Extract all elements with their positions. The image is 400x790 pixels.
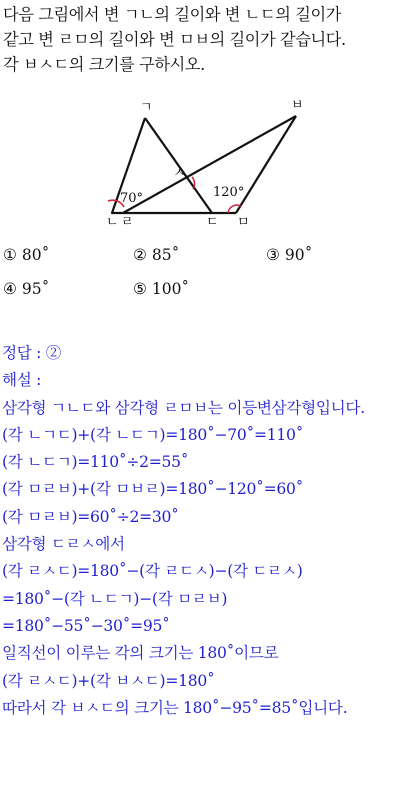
choice-3[interactable] — [266, 246, 312, 264]
choice-5[interactable] — [133, 280, 189, 298]
vertex-label-bieup: ㅂ — [291, 98, 304, 113]
vertex-label-rieul: ㄹ — [121, 215, 134, 230]
solution-line: 삼각형 ㄱㄴㄷ와 삼각형 ㄹㅁㅂ는 이등변삼각형입니다. — [2, 398, 365, 417]
solution-line: 일직선이 이루는 각의 크기는 180˚이므로 — [2, 644, 279, 663]
angle-label-120: 120° — [213, 185, 245, 200]
vertex-label-digeut: ㄷ — [206, 215, 219, 230]
solution-section — [2, 340, 400, 722]
choice-number: ③ — [266, 246, 280, 264]
vertex-label-nieun: ㄴ — [106, 215, 119, 230]
question-line: 같고 변 ㄹㅁ의 길이와 변 ㅁㅂ의 길이가 같습니다. — [3, 30, 346, 49]
choice-2[interactable] — [133, 246, 179, 264]
solution-line: (각 ㅁㄹㅂ)=60˚÷2=30˚ — [2, 507, 179, 526]
angle-label-70: 70° — [120, 191, 144, 206]
choice-value: 95˚ — [21, 280, 50, 298]
solution-line: =180˚−55˚−30˚=95˚ — [2, 616, 170, 635]
vertex-label-giyeok: ㄱ — [140, 100, 153, 115]
question-line: 각 ㅂㅅㄷ의 크기를 구하시오. — [3, 55, 205, 74]
solution-line: 삼각형 ㄷㄹㅅ에서 — [2, 535, 125, 554]
choice-value: 85˚ — [151, 246, 180, 264]
choice-4[interactable] — [3, 280, 49, 298]
vertex-label-siot: ㅅ — [173, 166, 186, 181]
choice-number: ⑤ — [133, 280, 147, 298]
solution-line: (각 ㄹㅅㄷ)=180˚−(각 ㄹㄷㅅ)−(각 ㄷㄹㅅ) — [2, 562, 303, 581]
choice-1[interactable] — [3, 246, 49, 264]
geometry-figure — [100, 96, 325, 230]
solution-line: (각 ㅁㄹㅂ)+(각 ㅁㅂㄹ)=180˚−120˚=60˚ — [2, 480, 304, 499]
vertex-label-mieum: ㅁ — [237, 215, 250, 230]
choice-value: 100˚ — [151, 280, 190, 298]
solution-line: (각 ㄹㅅㄷ)+(각 ㅂㅅㄷ)=180˚ — [2, 671, 215, 690]
explanation-heading: 해설 : — [2, 371, 42, 390]
choice-value: 80˚ — [21, 246, 50, 264]
final-answer-line: 따라서 각 ㅂㅅㄷ의 크기는 180˚−95˚=85˚입니다. — [2, 698, 348, 717]
choice-number: ① — [3, 246, 17, 264]
choice-number: ② — [133, 246, 147, 264]
side-mieum-bieup — [236, 116, 296, 213]
choice-value: 90˚ — [284, 246, 313, 264]
question-line: 다음 그림에서 변 ㄱㄴ의 길이와 변 ㄴㄷ의 길이가 — [3, 5, 341, 24]
triangle-diagram — [100, 96, 325, 230]
solution-line: =180˚−(각 ㄴㄷㄱ)−(각 ㅁㄹㅂ) — [2, 589, 228, 608]
solution-line: (각 ㄴㄷㄱ)=110˚÷2=55˚ — [2, 453, 189, 472]
angle-arc-siot — [192, 177, 195, 189]
answer-line: 정답 : ② — [2, 344, 62, 362]
choice-number: ④ — [3, 280, 17, 298]
solution-line: (각 ㄴㄱㄷ)+(각 ㄴㄷㄱ)=180˚−70˚=110˚ — [2, 425, 304, 444]
side-rieul-bieup — [123, 116, 296, 213]
question-text — [3, 2, 399, 77]
